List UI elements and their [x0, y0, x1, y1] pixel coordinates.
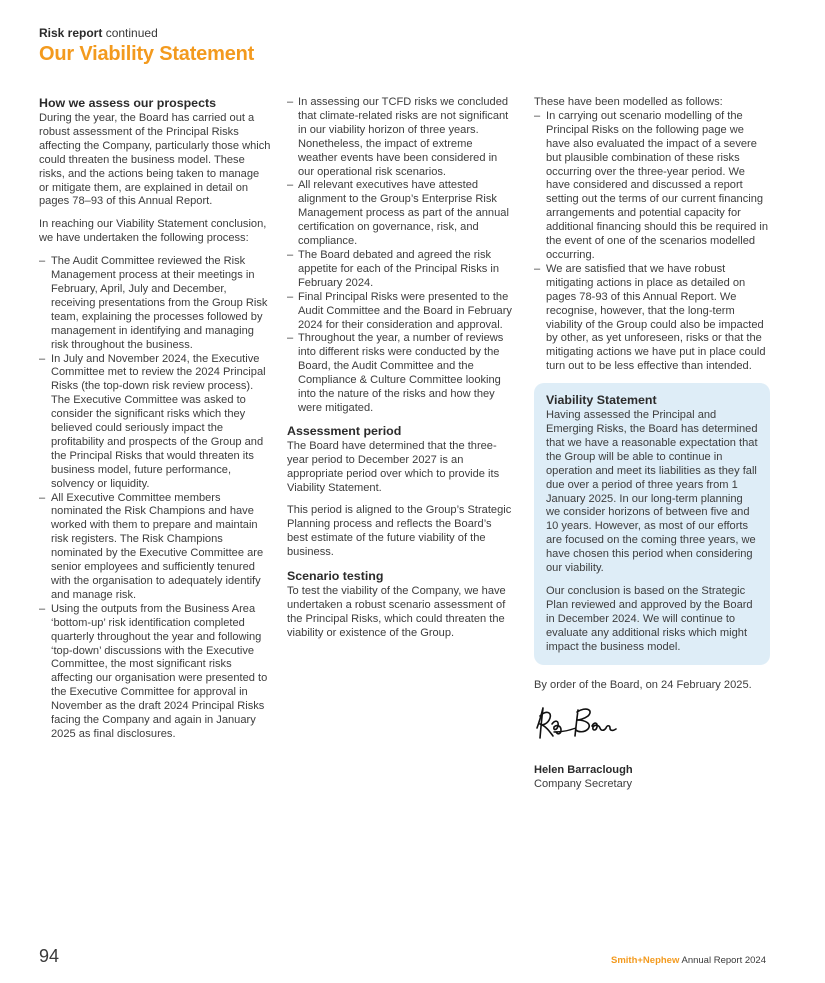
section-name: Risk report: [39, 26, 103, 40]
brand-name: Smith+Nephew: [610, 955, 680, 966]
modelling-intro: These have been modelled as follows:: [534, 96, 723, 108]
prospects-paragraph-1: During the year, the Board has carried out a robust assessment of the Principal Risks affecting the Company, particularly those which could threaten the business model. These risks, and the actions being taken to manage or mitigate them, are explained in detail on pages 78–93 of this Annual Report.: [39, 112, 271, 208]
assessment-heading: Assessment period: [287, 423, 402, 438]
footer-brand: [611, 955, 766, 966]
list-item: – All relevant executives have attested alignment to the Group’s Enterprise Risk Management process as part of the annual certification on governance, risk, and compliance.: [287, 179, 515, 249]
report-name: Annual Report 2024: [681, 955, 766, 966]
list-item: – In carrying out scenario modelling of the Principal Risks on the following page we have also evaluated the impact of a severe but plausible combination of these risks occurring over the three-year period. We have considered and discussed a report setting out the terms of our current financing arrangements and potential capacity for additional financing should this be required in the event of one of the scenarios modelled occurring.: [534, 110, 770, 263]
assessment-paragraph-1: The Board have determined that the three-year period to December 2027 is an appropriate period over which to provide its Viability Statement.: [287, 439, 500, 494]
list-item: – In July and November 2024, the Executive Committee met to review the 2024 Principal Risks (the top-down risk review process). The Executive Committee was asked to consider the significant risks which they believed could seriously impact the profitability and prospects of the Group and the Principal Risks that would threaten its business model, future performance, solvency or liquidity.: [39, 353, 271, 492]
list-item: – Using the outputs from the Business Area ‘bottom-up’ risk identification completed quarterly throughout the year and following ‘top-down’ discussions with the Executive Committee, the most significant risks affecting our organisation were presented to the Executive Committee for approval in November as the draft 2024 Principal Risks facing the Company and again in January 2025 as final disclosures.: [39, 603, 271, 742]
viability-statement-box: [534, 383, 770, 664]
viability-paragraph-1: Having assessed the Principal and Emerging Risks, the Board has determined that we have a reasonable expectation that the Group will be able to continue in operation and meet its liabilities as they fall due over a period of three years from 1 January 2025. In our long-term planning we consider horizons of between five and 10 years. However, as most of our efforts are focused on the coming three years, we have chosen this period when considering our viability.: [546, 409, 758, 575]
scenario-paragraph: To test the viability of the Company, we have undertaken a robust scenario assessment of the Principal Risks, which could threaten the viability or existence of the Group.: [287, 585, 506, 639]
viability-heading: Viability Statement: [546, 393, 657, 408]
page-title: Our Viability Statement: [39, 43, 255, 65]
section-label: [39, 26, 254, 40]
process-list-continued: [287, 96, 515, 416]
column-3: [534, 96, 770, 801]
assessment-paragraph-2: This period is aligned to the Group’s Strategic Planning process and reflects the Board’s best estimate of the future viability of the business.: [287, 504, 512, 559]
list-item: – The Audit Committee reviewed the Risk Management process at their meetings in February, April, July and December, receiving presentations from the Group Risk team, explaining the processes followed by management in identifying and managing risk throughout the business.: [39, 255, 271, 352]
signature-image: [534, 702, 634, 746]
section-suffix: continued: [105, 26, 158, 40]
column-2: [287, 96, 515, 650]
list-item: – We are satisfied that we have robust mitigating actions in place as detailed on pages 78-93 of this Annual Report. We recognise, however, that the long-term viability of the Group could also be impacted by other, as yet unforeseen, risks or that the mitigating actions we have put in place could turn out to be less effective than intended.: [534, 263, 770, 374]
process-list: [39, 255, 271, 742]
list-item: – In assessing our TCFD risks we concluded that climate-related risks are not significant in our viability horizon of three years. Nonetheless, the impact of extreme weather events have been considered in our operational risk scenarios.: [287, 96, 515, 179]
list-item: – Final Principal Risks were presented to the Audit Committee and the Board in February 2024 for their consideration and approval.: [287, 291, 515, 333]
prospects-paragraph-2: In reaching our Viability Statement conclusion, we have undertaken the following process:: [39, 218, 267, 245]
viability-paragraph-2: Our conclusion is based on the Strategic Plan reviewed and approved by the Board in December 2024. We will continue to evaluate any additional risks which might impact the business model.: [546, 585, 753, 653]
page-header: [39, 26, 254, 66]
modelling-list: [534, 110, 770, 374]
column-1: [39, 96, 271, 750]
prospects-heading: How we assess our prospects: [39, 96, 216, 110]
scenario-heading: Scenario testing: [287, 569, 384, 584]
board-order-text: By order of the Board, on 24 February 2025.: [534, 678, 752, 691]
page-number: 94: [39, 946, 60, 966]
list-item: – The Board debated and agreed the risk appetite for each of the Principal Risks in February 2024.: [287, 249, 515, 291]
list-item: – Throughout the year, a number of reviews into different risks were conducted by the Board, the Audit Committee and the Compliance & Culture Committee looking into the nature of the risks and how they were mitigated.: [287, 332, 515, 415]
signatory-title: Company Secretary: [534, 778, 633, 791]
list-item: – All Executive Committee members nominated the Risk Champions and have worked with them to prepare and maintain risk registers. The Risk Champions nominated by the Executive Committee are senior employees and sufficiently tenured with the organisation to adequately identify and manage risk.: [39, 492, 271, 603]
signatory-name: Helen Barraclough: [534, 764, 633, 777]
